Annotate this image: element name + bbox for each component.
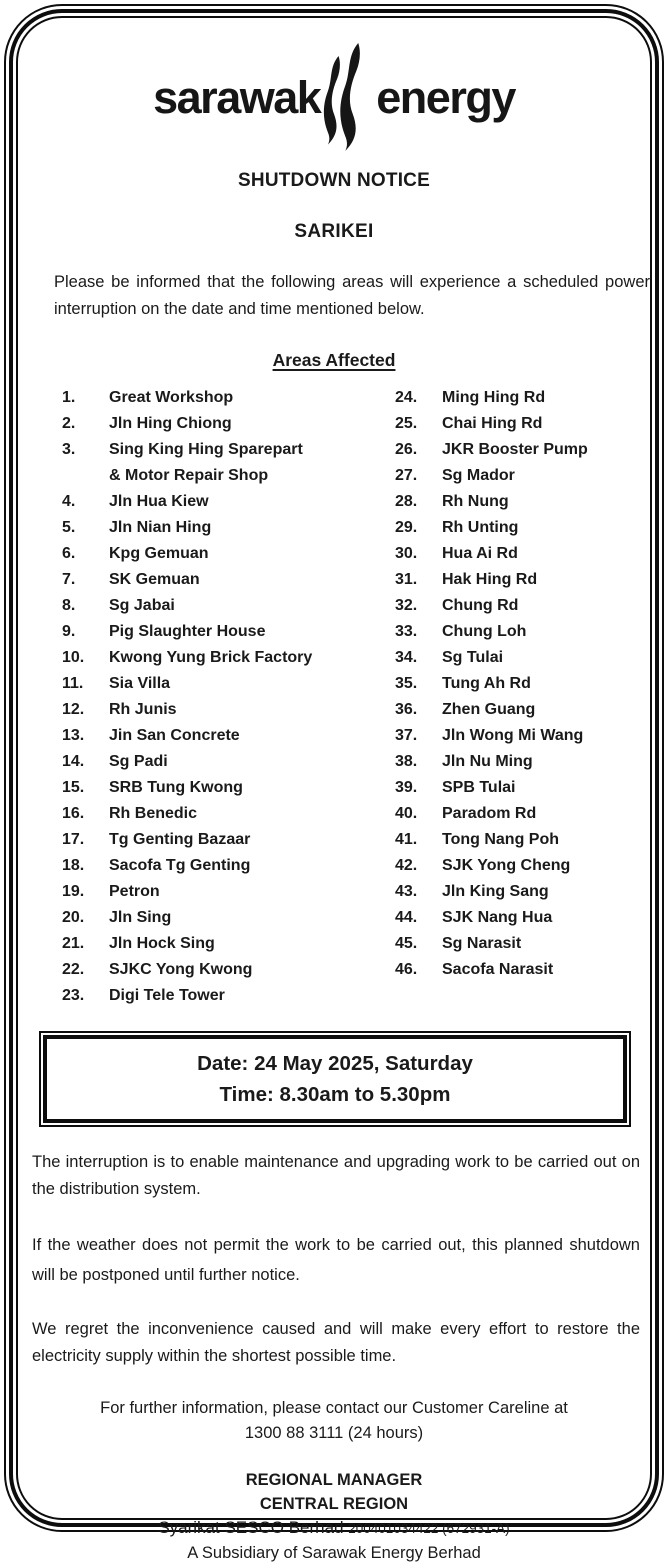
area-row [62, 931, 395, 957]
area-number: 38. [395, 753, 418, 770]
location-title: SARIKEI [294, 221, 374, 242]
area-name: Jin San Concrete [109, 727, 240, 744]
area-row [395, 697, 640, 723]
area-row [395, 437, 640, 463]
area-name: Sg Padi [109, 753, 168, 770]
area-row [395, 931, 640, 957]
area-name: SJK Yong Cheng [442, 857, 571, 874]
area-name: Great Workshop [109, 389, 234, 406]
flame-icon [321, 41, 375, 153]
maintenance-paragraph: The interruption is to enable maintenance and upgrading work to be carried out on the distribution system. [32, 1153, 640, 1198]
area-name: JKR Booster Pump [442, 441, 588, 458]
area-number: 17. [62, 831, 85, 848]
area-name: Sg Narasit [442, 935, 522, 952]
area-number: 7. [62, 571, 76, 588]
weather-paragraph: If the weather does not permit the work to be carried out, this planned shutdown will be postponed until further notice. [32, 1236, 640, 1284]
area-name: Jln Hock Sing [109, 935, 215, 952]
area-number: 36. [395, 701, 418, 718]
area-row [62, 827, 395, 853]
area-number: 14. [62, 753, 85, 770]
area-number: 6. [62, 545, 76, 562]
area-row [62, 879, 395, 905]
area-name: Jln Nian Hing [109, 519, 212, 536]
area-row [62, 411, 395, 437]
area-row [395, 827, 640, 853]
area-row [62, 385, 395, 411]
area-row [62, 983, 395, 1009]
area-name: Ming Hing Rd [442, 389, 546, 406]
area-number: 45. [395, 935, 418, 952]
area-name: Kpg Gemuan [109, 545, 209, 562]
area-name: Sg Jabai [109, 597, 175, 614]
area-name: Sing King Hing Sparepart [109, 441, 303, 458]
schedule-time: Time: 8.30am to 5.30pm [219, 1083, 451, 1106]
area-number: 33. [395, 623, 418, 640]
area-row [395, 593, 640, 619]
footer-subsidiary-line: A Subsidiary of Sarawak Energy Berhad [187, 1544, 481, 1562]
area-name: Hua Ai Rd [442, 545, 518, 562]
area-number: 20. [62, 909, 85, 926]
area-number: 29. [395, 519, 418, 536]
area-name: Pig Slaughter House [109, 623, 266, 640]
area-number: 25. [395, 415, 418, 432]
area-number: 15. [62, 779, 85, 796]
area-name: Jln King Sang [442, 883, 549, 900]
area-number: 19. [62, 883, 85, 900]
area-row [62, 515, 395, 541]
area-row [62, 957, 395, 983]
area-number: 12. [62, 701, 85, 718]
footer-company-line [28, 1516, 640, 1541]
area-row [62, 723, 395, 749]
area-name: Sia Villa [109, 675, 171, 692]
area-row [395, 619, 640, 645]
area-row [62, 645, 395, 671]
area-number: 26. [395, 441, 418, 458]
area-number: 22. [62, 961, 85, 978]
area-number: 35. [395, 675, 418, 692]
area-name: Digi Tele Tower [109, 987, 225, 1004]
area-number: 46. [395, 961, 418, 978]
area-name: Zhen Guang [442, 701, 536, 718]
footer-block [28, 1469, 640, 1565]
intro-paragraph: Please be informed that the following areas will experience a scheduled power interruption on the date and time mentioned below. [54, 273, 650, 318]
area-row [62, 905, 395, 931]
area-name: SK Gemuan [109, 571, 200, 588]
careline-number: 1300 88 3111 (24 hours) [244, 1424, 424, 1442]
area-name: Chung Rd [442, 597, 519, 614]
area-row [395, 671, 640, 697]
area-row [395, 541, 640, 567]
area-row [62, 593, 395, 619]
footer-central-region: CENTRAL REGION [259, 1494, 409, 1513]
area-name: Rh Junis [109, 701, 177, 718]
area-row [395, 879, 640, 905]
careline-block [28, 1396, 640, 1446]
area-number: 39. [395, 779, 418, 796]
area-row [62, 671, 395, 697]
area-name: Paradom Rd [442, 805, 537, 822]
area-row [395, 723, 640, 749]
area-number: 2. [62, 415, 76, 432]
area-number: 11. [62, 675, 84, 692]
area-row [62, 853, 395, 879]
area-row [395, 957, 640, 983]
area-name: SJK Nang Hua [442, 909, 553, 926]
area-row [395, 463, 640, 489]
area-number: 5. [62, 519, 76, 536]
area-row [62, 541, 395, 567]
area-number: 18. [62, 857, 85, 874]
area-row [62, 437, 395, 463]
logo-text-sarawak: sarawak [153, 71, 321, 123]
area-number: 4. [62, 493, 76, 510]
area-number: 37. [395, 727, 418, 744]
area-number: 9. [62, 623, 76, 640]
area-name: Jln Hing Chiong [109, 415, 232, 432]
area-row [395, 411, 640, 437]
area-name: Hak Hing Rd [442, 571, 538, 588]
area-number: 13. [62, 727, 85, 744]
area-number: 27. [395, 467, 418, 484]
area-name: Rh Unting [442, 519, 519, 536]
area-name: SPB Tulai [442, 779, 516, 796]
area-name: Rh Nung [442, 493, 509, 510]
area-name: Jln Wong Mi Wang [442, 727, 584, 744]
area-name: Sacofa Tg Genting [109, 857, 251, 874]
schedule-box [43, 1035, 627, 1123]
area-number: 1. [62, 389, 76, 406]
area-number: 41. [395, 831, 418, 848]
area-number: 28. [395, 493, 418, 510]
footer-company-name: Syarikat SESCO Berhad [158, 1518, 344, 1537]
areas-column-right [395, 385, 640, 1009]
area-number: 31. [395, 571, 418, 588]
area-row [62, 489, 395, 515]
logo-text-energy: energy [376, 71, 515, 123]
area-name: & Motor Repair Shop [109, 467, 269, 484]
careline-text: For further information, please contact our Customer Careline at [100, 1399, 568, 1417]
footer-registration-number: 200401034422 (672931-A) [348, 1521, 510, 1536]
area-name: Chai Hing Rd [442, 415, 543, 432]
area-name: Jln Sing [109, 909, 172, 926]
area-name: Sg Mador [442, 467, 515, 484]
area-number: 24. [395, 389, 418, 406]
sarawak-energy-logo [28, 0, 640, 154]
area-name: Sg Tulai [442, 649, 504, 666]
area-name: Tg Genting Bazaar [109, 831, 251, 848]
area-number: 42. [395, 857, 418, 874]
area-number: 23. [62, 987, 85, 1004]
areas-affected-heading: Areas Affected [272, 350, 396, 370]
schedule-date: Date: 24 May 2025, Saturday [197, 1052, 473, 1075]
area-number: 3. [62, 441, 76, 458]
area-row [62, 749, 395, 775]
area-number: 40. [395, 805, 418, 822]
area-row [395, 645, 640, 671]
area-row [62, 619, 395, 645]
area-name: Chung Loh [442, 623, 527, 640]
regret-paragraph: We regret the inconvenience caused and will make every effort to restore the electricity supply within the shortest possible time. [32, 1320, 640, 1365]
area-row [62, 567, 395, 593]
area-name: Sacofa Narasit [442, 961, 554, 978]
area-row [395, 775, 640, 801]
area-number: 43. [395, 883, 418, 900]
area-row [395, 567, 640, 593]
area-number [62, 463, 109, 489]
area-row [395, 489, 640, 515]
area-row [395, 385, 640, 411]
area-row [395, 515, 640, 541]
area-number: 30. [395, 545, 418, 562]
area-row [395, 905, 640, 931]
area-name: Kwong Yung Brick Factory [109, 649, 313, 666]
area-number: 34. [395, 649, 418, 666]
area-name: Tung Ah Rd [442, 675, 531, 692]
areas-column-left [62, 385, 395, 1009]
area-number: 16. [62, 805, 85, 822]
footer-regional-manager: REGIONAL MANAGER [245, 1471, 423, 1489]
notice-title: SHUTDOWN NOTICE [238, 170, 430, 191]
area-number: 44. [395, 909, 418, 926]
area-name: Rh Benedic [109, 805, 198, 822]
area-row [62, 697, 395, 723]
area-row [62, 775, 395, 801]
area-number: 8. [62, 597, 76, 614]
area-number: 10. [62, 649, 85, 666]
areas-list [28, 385, 640, 1009]
area-row [62, 463, 395, 489]
area-number: 21. [62, 935, 85, 952]
area-name: Petron [109, 883, 160, 900]
area-row [395, 853, 640, 879]
area-row [395, 801, 640, 827]
area-name: Jln Hua Kiew [109, 493, 209, 510]
area-name: SJKC Yong Kwong [109, 961, 253, 978]
area-row [62, 801, 395, 827]
area-name: Jln Nu Ming [442, 753, 533, 770]
area-name: SRB Tung Kwong [109, 779, 243, 796]
area-row [395, 749, 640, 775]
area-name: Tong Nang Poh [442, 831, 560, 848]
area-number: 32. [395, 597, 418, 614]
